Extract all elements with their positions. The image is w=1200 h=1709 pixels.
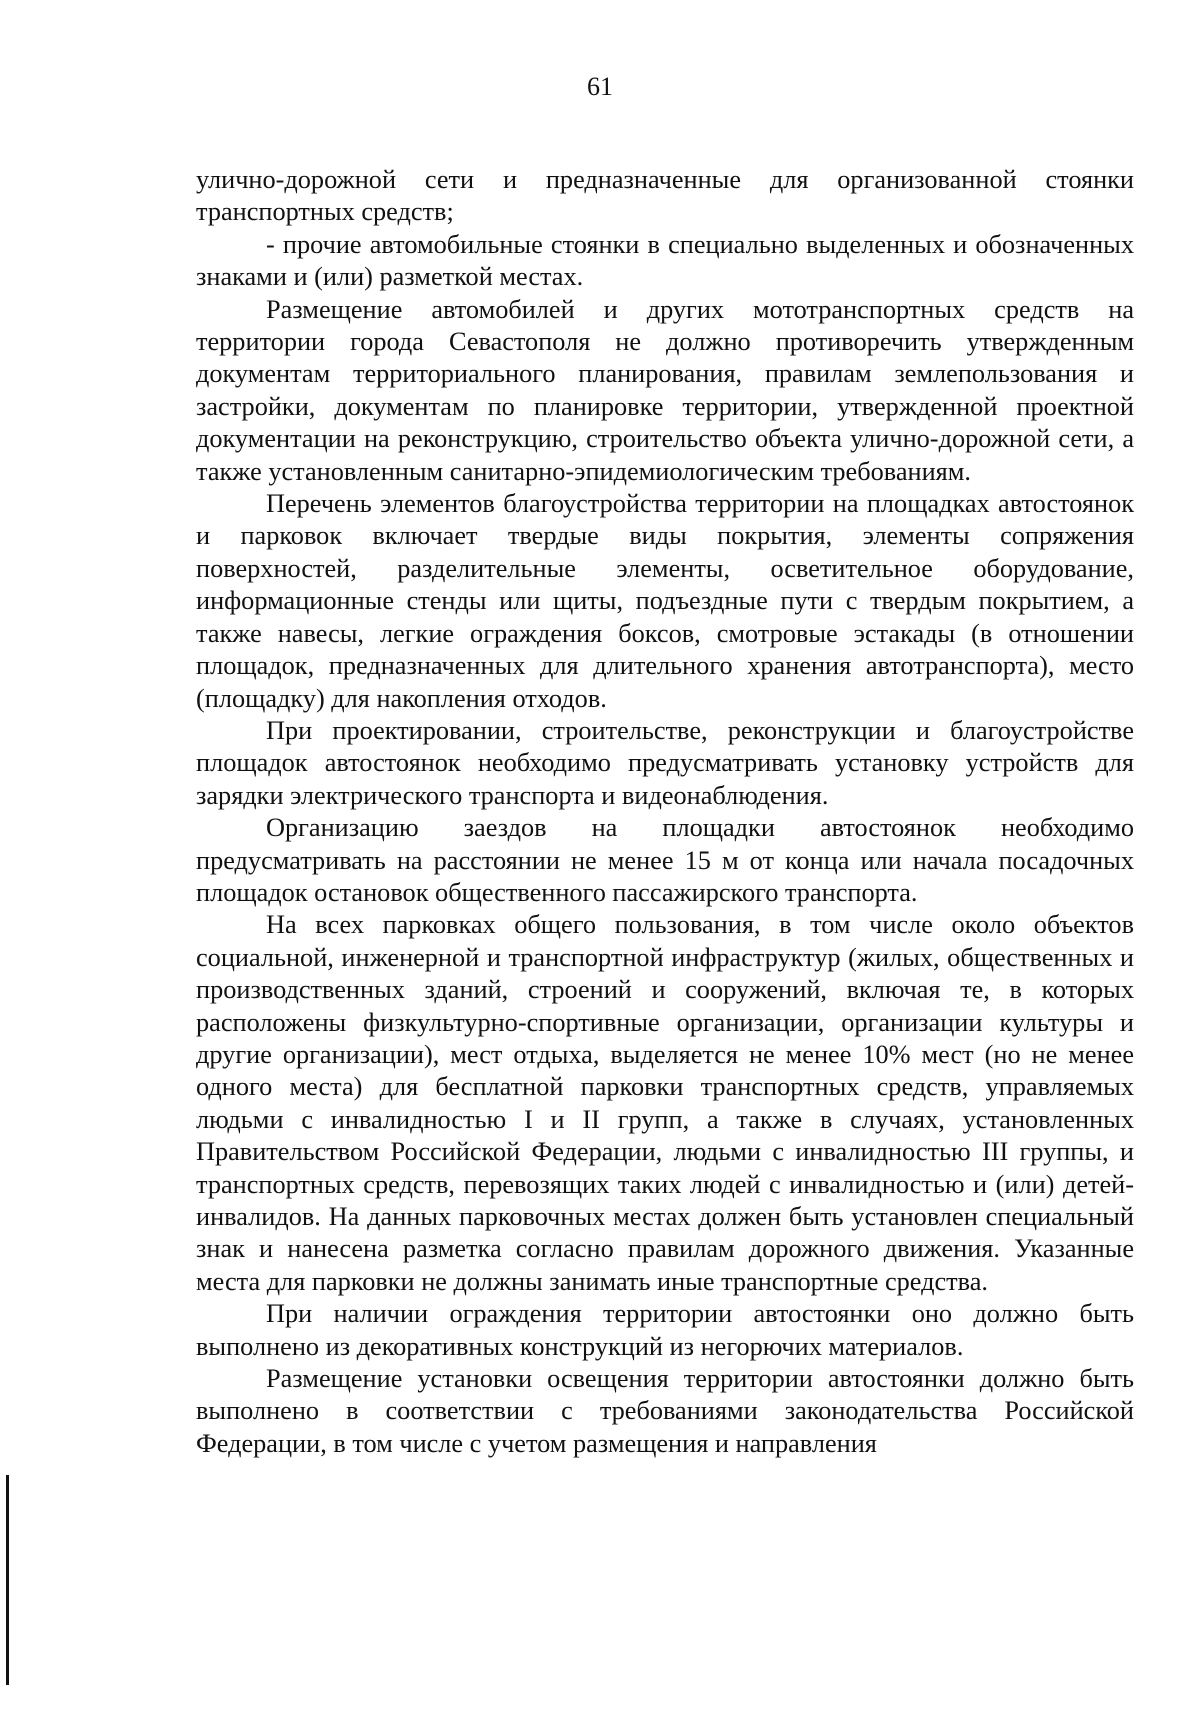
paragraph: Перечень элементов благоустройства территории на площадках автостоянок и парковок включает твердые виды покрытия, элементы сопряжения поверхностей, разделительные элементы, осветительное оборудование, информационные стенды или щиты, подъездные пути с твердым покрытием, а также навесы, легкие ограждения боксов, смотровые эстакады (в отношении площадок, предназначенных для длительного хранения автотранспорта), место (площадку) для накопления отходов. xyxy=(196,489,1134,713)
document-body xyxy=(196,164,1134,1460)
paragraph: улично-дорожной сети и предназначенные для организованной стоянки транспортных средств; xyxy=(196,165,1134,227)
paragraph: - прочие автомобильные стоянки в специально выделенных и обозначенных знаками и (или) разметкой местах. xyxy=(196,229,1134,292)
paragraph: При проектировании, строительстве, реконструкции и благоустройстве площадок автостоянок необходимо предусматривать установку устройств для зарядки электрического транспорта и видеонаблюдения. xyxy=(196,715,1134,810)
scan-margin-mark xyxy=(6,1475,9,1685)
paragraph: Размещение автомобилей и других мототранспортных средств на территории города Севастополя не должно противоречить утвержденным документам территориального планирования, правилам землепользования и застройки, документам по планировке территории, утвержденной проектной документации на реконструкцию, строительство объекта улично-дорожной сети, а также установленным санитарно-эпидемиологическим требованиям. xyxy=(196,294,1134,486)
paragraph: На всех парковках общего пользования, в том числе около объектов социальной, инженерной и транспортной инфраструктур (жилых, общественных и производственных зданий, строений и сооружений, включая те, в которых расположены физкультурно-спортивные организации, организации культуры и другие организации), мест отдыха, выделяется не менее 10% мест (но не менее одного места) для бесплатной парковки транспортных средств, управляемых людьми с инвалидностью I и II групп, а также в случаях, установленных Правительством Российской Федерации, людьми с инвалидностью III группы, и транспортных средств, перевозящих таких людей с инвалидностью и (или) детей-инвалидов. На данных парковочных местах должен быть установлен специальный знак и нанесена разметка согласно правилам дорожного движения. Указанные места для парковки не должны занимать иные транспортные средства. xyxy=(196,910,1134,1296)
paragraph: Размещение установки освещения территории автостоянки должно быть выполнено в соответствии с требованиями законодательства Российской Федерации, в том числе с учетом размещения и направления xyxy=(196,1364,1134,1458)
page-number: 61 xyxy=(587,72,613,101)
paragraph: При наличии ограждения территории автостоянки оно должно быть выполнено из декоративных конструкций из негорючих материалов. xyxy=(196,1299,1134,1361)
paragraph: Организацию заездов на площадки автостоянок необходимо предусматривать на расстоянии не менее 15 м от конца или начала посадочных площадок остановок общественного пассажирского транспорта. xyxy=(196,813,1134,907)
